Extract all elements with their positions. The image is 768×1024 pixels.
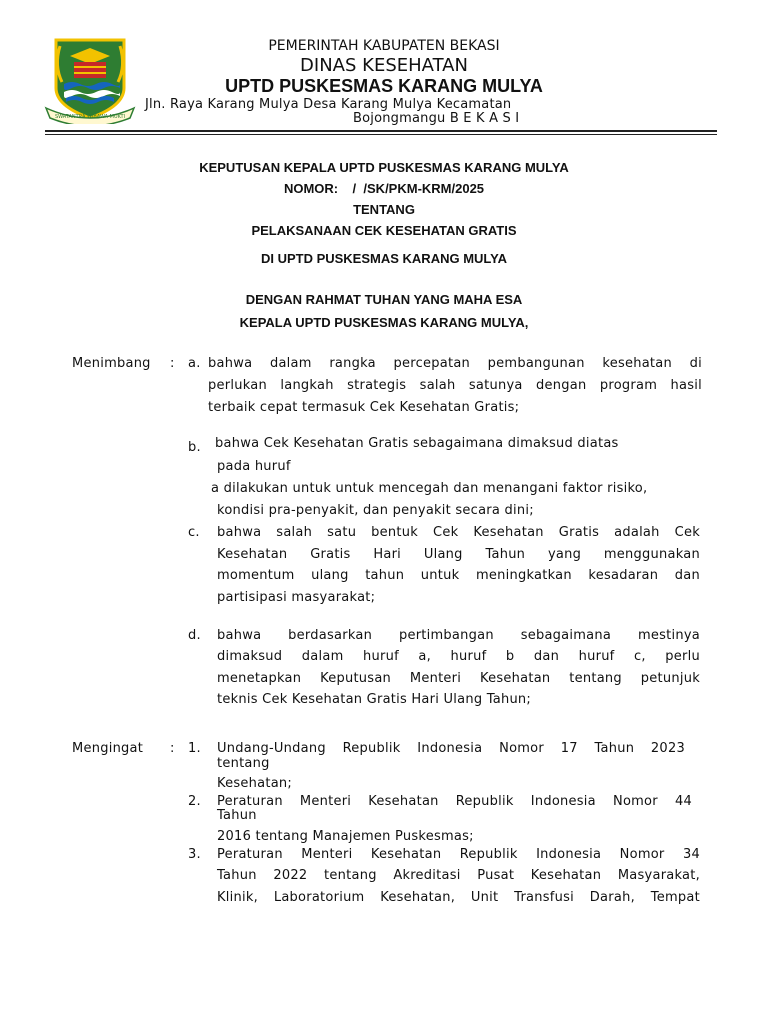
decree-location: DI UPTD PUSKESMAS KARANG MULYA [260,251,508,266]
address-line-1: Jln. Raya Karang Mulya Desa Karang Mulya Kecamatan [145,97,512,112]
decree-subject: PELAKSANAAN CEK KESEHATAN GRATIS [251,223,517,238]
mengingat-3-line-2: Tahun 2022 tentang Akreditasi Pusat Kesehatan Masyarakat, [217,868,700,883]
menimbang-marker-a: a. [188,356,201,371]
mengingat-2-line-3: 2016 tentang Manajemen Puskesmas; [217,829,474,844]
menimbang-b-line-2: pada huruf [217,459,291,474]
decree-number: NOMOR: / /SK/PKM-KRM/2025 [283,181,485,196]
mengingat-marker-2: 2. [188,794,201,809]
mengingat-1-line-2: tentang [217,756,270,771]
mengingat-marker-3: 3. [188,847,201,862]
menimbang-b-line-4: kondisi pra-penyakit, dan penyakit secara dini; [217,503,534,518]
menimbang-b-line-3: a dilakukan untuk untuk mencegah dan menangani faktor risiko, [211,481,648,496]
mengingat-3-line-3: Klinik, Laboratorium Kesehatan, Unit Transfusi Darah, Tempat [217,890,700,905]
mengingat-label: Mengingat [72,741,144,756]
menimbang-d-line-1: bahwa berdasarkan pertimbangan sebagaimana mestinya [217,628,700,643]
menimbang-c-line-3: momentum ulang tahun untuk meningkatkan kesadaran dan [217,568,700,583]
unit-name: UPTD PUSKESMAS KARANG MULYA [225,76,543,96]
department-name: DINAS KESEHATAN [300,55,468,76]
decree-about: TENTANG [353,202,415,217]
header-rule-thick [45,130,717,132]
decree-authority: KEPALA UPTD PUSKESMAS KARANG MULYA, [239,315,529,330]
menimbang-marker-c: c. [188,525,200,540]
address-line-2: Bojongmangu B E K A S I [353,111,520,126]
svg-text:SWATANTRA WIBAWA MUKTI: SWATANTRA WIBAWA MUKTI [54,114,126,120]
menimbang-d-line-4: teknis Cek Kesehatan Gratis Hari Ulang Tahun; [217,692,532,707]
government-name: PEMERINTAH KABUPATEN BEKASI [268,38,500,54]
menimbang-marker-d: d. [188,628,201,643]
menimbang-label: Menimbang [72,356,151,371]
mengingat-1-line-3: Kesehatan; [217,776,293,791]
menimbang-c-line-1: bahwa salah satu bentuk Cek Kesehatan Gratis adalah Cek [217,525,700,540]
mengingat-2-line-2: Tahun [217,808,257,823]
menimbang-a-line-1: bahwa dalam rangka percepatan pembangunan kesehatan di [208,356,702,371]
decree-title: KEPUTUSAN KEPALA UPTD PUSKESMAS KARANG MULYA [199,160,569,175]
menimbang-d-line-2: dimaksud dalam huruf a, huruf b dan huruf c, perlu [217,649,700,664]
menimbang-a-line-3: terbaik cepat termasuk Cek Kesehatan Gratis; [208,400,520,415]
mengingat-marker-1: 1. [188,741,201,756]
mengingat-2-line-1: Peraturan Menteri Kesehatan Republik Indonesia Nomor 44 [217,794,692,809]
menimbang-b-line-1: bahwa Cek Kesehatan Gratis sebagaimana dimaksud diatas [215,436,619,451]
mengingat-1-line-1: Undang-Undang Republik Indonesia Nomor 17 Tahun 2023 [217,741,685,756]
header-rule-thin [45,134,717,135]
menimbang-d-line-3: menetapkan Keputusan Menteri Kesehatan tentang petunjuk [217,671,700,686]
mengingat-colon: : [170,741,175,756]
decree-invocation: DENGAN RAHMAT TUHAN YANG MAHA ESA [245,292,523,307]
mengingat-3-line-1: Peraturan Menteri Kesehatan Republik Indonesia Nomor 34 [217,847,700,862]
menimbang-c-line-4: partisipasi masyarakat; [217,590,376,605]
menimbang-colon: : [170,356,175,371]
menimbang-marker-b: b. [188,440,201,455]
menimbang-a-line-2: perlukan langkah strategis salah satunya dengan program hasil [208,378,702,393]
menimbang-c-line-2: Kesehatan Gratis Hari Ulang Tahun yang menggunakan [217,547,700,562]
